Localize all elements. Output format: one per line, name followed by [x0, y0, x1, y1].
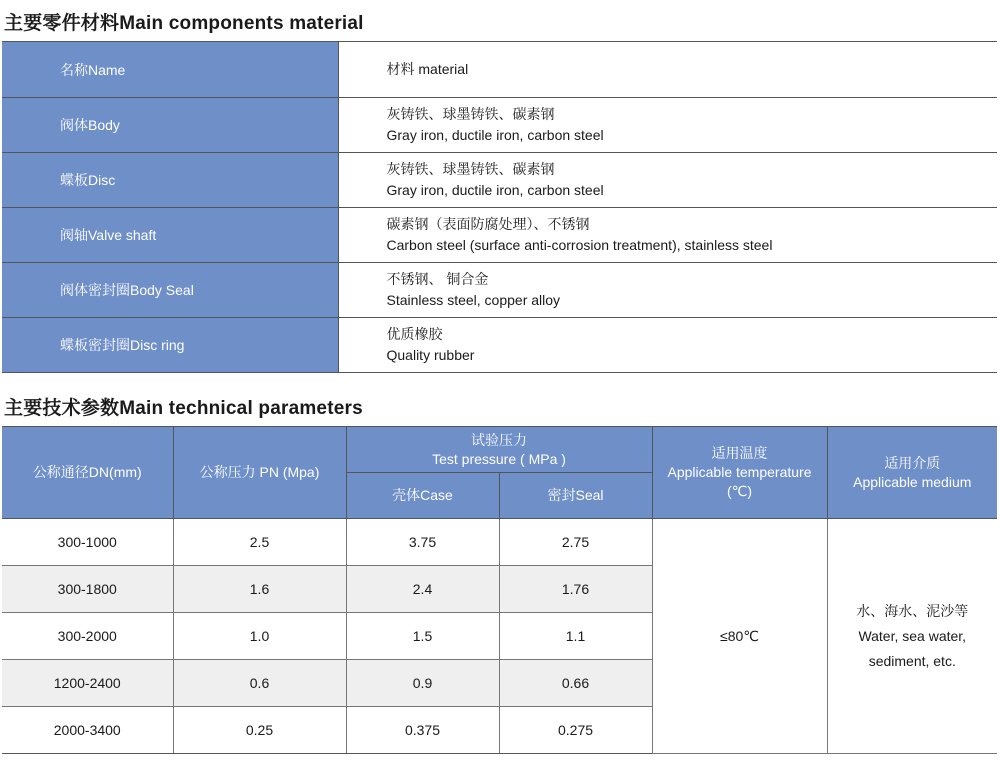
table-row: [2, 98, 997, 153]
material-cn: 碳素钢（表面防腐处理）、不锈钢: [386, 216, 590, 232]
pn-cell: 0.6: [173, 660, 346, 707]
test-pressure-en: Test pressure ( MPa ): [432, 450, 566, 467]
medium-value-en-1: Water, sea water,: [858, 627, 967, 644]
dn-cell: 300-1800: [2, 566, 173, 613]
seal-cell: 2.75: [499, 519, 652, 566]
part-name: 阀体Body: [2, 98, 338, 153]
pn-cell: 2.5: [173, 519, 346, 566]
case-header: 壳体Case: [346, 473, 499, 519]
case-cell: 0.375: [346, 707, 499, 754]
seal-header: 密封Seal: [499, 473, 652, 519]
material-cn: 不锈钢、 铜合金: [386, 271, 489, 287]
seal-cell: 0.275: [499, 707, 652, 754]
part-name: 蝶板Disc: [2, 153, 338, 208]
part-name: 阀体密封圈Body Seal: [2, 263, 338, 318]
material-cn: 优质橡胶: [386, 326, 443, 342]
pn-cell: 1.6: [173, 566, 346, 613]
test-pressure-header: [346, 427, 652, 473]
part-material: [338, 208, 997, 263]
case-cell: 1.5: [346, 613, 499, 660]
dn-cell: 1200-2400: [2, 660, 173, 707]
medium-cn: 适用介质: [884, 454, 941, 471]
material-en: Gray iron, ductile iron, carbon steel: [386, 127, 604, 143]
temperature-en: Applicable temperature: [667, 464, 812, 480]
medium-value-en-2: sediment, etc.: [868, 652, 956, 669]
table-row: [2, 263, 997, 318]
material-cn: 灰铸铁、球墨铸铁、碳素钢: [386, 161, 555, 177]
material-en: Carbon steel (surface anti-corrosion treatment), stainless steel: [386, 237, 773, 253]
part-material: [338, 318, 997, 373]
dn-cell: 300-2000: [2, 613, 173, 660]
dn-header: 公称通径DN(mm): [2, 427, 173, 519]
medium-value-cn: 水、海水、泥沙等: [856, 602, 969, 619]
material-en: Gray iron, ductile iron, carbon steel: [386, 182, 604, 198]
dn-cell: 300-1000: [2, 519, 173, 566]
parameters-table: [2, 426, 997, 754]
temperature-cell: ≤80℃: [652, 519, 827, 754]
medium-cell: [827, 519, 997, 754]
table-row: [2, 519, 997, 566]
case-cell: 0.9: [346, 660, 499, 707]
case-cell: 2.4: [346, 566, 499, 613]
table-row: [2, 42, 997, 98]
pn-header: 公称压力 PN (Mpa): [173, 427, 346, 519]
table-row: [2, 318, 997, 373]
case-cell: 3.75: [346, 519, 499, 566]
table-header-row: [2, 427, 997, 473]
part-material: [338, 153, 997, 208]
part-name: 阀轴Valve shaft: [2, 208, 338, 263]
name-header: 名称Name: [2, 42, 338, 98]
part-material: [338, 98, 997, 153]
medium-header: [827, 427, 997, 519]
material-en: Stainless steel, copper alloy: [386, 292, 561, 308]
material-en: Quality rubber: [386, 347, 475, 363]
table-row: [2, 208, 997, 263]
dn-cell: 2000-3400: [2, 707, 173, 754]
material-header: 材料 material: [338, 42, 997, 98]
temperature-unit: (℃): [726, 483, 753, 499]
parameters-title: 主要技术参数Main technical parameters: [4, 398, 363, 419]
temperature-header: [652, 427, 827, 519]
pn-cell: 0.25: [173, 707, 346, 754]
temperature-cn: 适用温度: [711, 445, 768, 461]
table-row: [2, 153, 997, 208]
materials-table: [2, 41, 997, 373]
seal-cell: 1.76: [499, 566, 652, 613]
materials-title: 主要零件材料Main components material: [4, 13, 364, 34]
part-material: [338, 263, 997, 318]
pn-cell: 1.0: [173, 613, 346, 660]
seal-cell: 0.66: [499, 660, 652, 707]
part-name: 蝶板密封圈Disc ring: [2, 318, 338, 373]
material-cn: 灰铸铁、球墨铸铁、碳素钢: [386, 106, 555, 122]
seal-cell: 1.1: [499, 613, 652, 660]
medium-en: Applicable medium: [853, 473, 972, 490]
test-pressure-cn: 试验压力: [471, 431, 527, 448]
